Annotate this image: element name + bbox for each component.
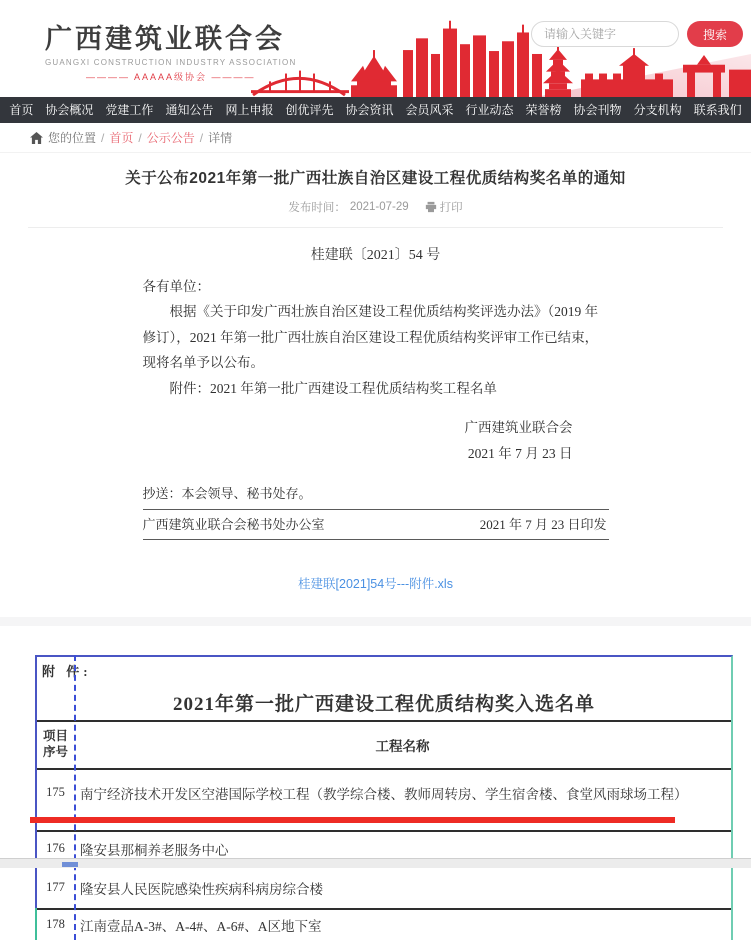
row-project-name: 南宁经济技术开发区空港国际学校工程（教学综合楼、教师周转房、学生宿舍楼、食堂风雨球场工程） bbox=[80, 787, 688, 803]
breadcrumb-separator: / bbox=[101, 130, 105, 145]
nav-item-party[interactable]: 党建工作 bbox=[105, 103, 154, 117]
sheet-scrollbar[interactable] bbox=[0, 858, 751, 868]
row-no: 176 bbox=[46, 840, 65, 855]
nav-item-excellence[interactable]: 创优评先 bbox=[285, 103, 334, 117]
logo-tagline: ———— AAAAA级协会 ———— bbox=[85, 72, 256, 82]
attachment-area bbox=[0, 574, 751, 593]
sheet-header-row bbox=[37, 722, 731, 770]
logo bbox=[45, 17, 296, 83]
nav-item-branches[interactable]: 分支机构 bbox=[633, 103, 682, 117]
row-no: 177 bbox=[46, 879, 65, 894]
column-header-no: 项目序号 bbox=[42, 729, 68, 760]
breadcrumb-notices-link[interactable]: 公示公告 bbox=[146, 131, 195, 145]
logo-title: 广西建筑业联合会 bbox=[45, 24, 285, 54]
print-button[interactable] bbox=[425, 199, 463, 215]
search-input[interactable] bbox=[531, 21, 679, 47]
document-body bbox=[143, 274, 609, 540]
signature-block bbox=[143, 415, 609, 466]
nav-item-members[interactable]: 会员风采 bbox=[405, 103, 454, 117]
breadcrumb-home-link[interactable]: 首页 bbox=[109, 131, 134, 145]
search-button[interactable]: 搜索 bbox=[687, 21, 743, 47]
signer: 广西建筑业联合会 bbox=[464, 419, 573, 435]
search-bar bbox=[531, 21, 743, 47]
article-meta bbox=[0, 199, 751, 215]
table-row-177 bbox=[37, 867, 731, 910]
attachment-link[interactable]: 桂建联[2021]54号---附件.xls bbox=[298, 577, 453, 592]
row-no: 178 bbox=[46, 917, 65, 932]
sheet-label-row bbox=[37, 657, 731, 684]
breadcrumb bbox=[0, 123, 751, 153]
scrollbar-handle[interactable] bbox=[62, 862, 78, 867]
paragraph: 附件：2021 年第一批广西建设工程优质结构奖工程名单 bbox=[169, 380, 497, 396]
column-header-name: 工程名称 bbox=[375, 739, 430, 755]
nav-item-online-apply[interactable]: 网上申报 bbox=[225, 103, 274, 117]
nav-item-publications[interactable]: 协会刊物 bbox=[573, 103, 622, 117]
breadcrumb-separator: / bbox=[138, 130, 142, 145]
nav-item-notices[interactable]: 通知公告 bbox=[165, 103, 214, 117]
logo-subtitle: GUANGXI CONSTRUCTION INDUSTRY ASSOCIATION bbox=[45, 58, 297, 67]
table-row-178 bbox=[37, 910, 731, 940]
row-project-name: 江南壹品A-3#、A-4#、A-6#、A区地下室 bbox=[80, 919, 322, 935]
selection-edge bbox=[35, 908, 37, 940]
table-row-175 bbox=[37, 770, 731, 832]
attachment-table bbox=[35, 655, 733, 940]
divider bbox=[28, 227, 723, 228]
print-label: 打印 bbox=[439, 202, 463, 214]
cc-block bbox=[143, 482, 609, 540]
section-divider-band bbox=[0, 617, 751, 626]
sheet-title: 2021年第一批广西建设工程优质结构奖入选名单 bbox=[37, 684, 731, 722]
sheet-label: 附 件: bbox=[42, 664, 92, 680]
breadcrumb-prefix: 您的位置 bbox=[48, 131, 97, 145]
cc-line: 抄送：本会领导、秘书处存。 bbox=[143, 482, 609, 509]
printer-icon bbox=[425, 201, 437, 213]
site-header bbox=[0, 0, 751, 97]
row-no: 175 bbox=[46, 785, 65, 800]
home-icon bbox=[30, 132, 43, 144]
red-highlight-line bbox=[30, 817, 675, 823]
nav-item-industry[interactable]: 行业动态 bbox=[465, 103, 514, 117]
nav-item-about[interactable]: 协会概况 bbox=[45, 103, 94, 117]
paragraph: 根据《关于印发广西壮族自治区建设工程优质结构奖评选办法》（2019 年修订），2021 年第一批广西壮族自治区建设工程优质结构奖评审工作已结束，现将名单予以公布。 bbox=[142, 304, 599, 371]
attachment-preview bbox=[0, 655, 751, 940]
doc-number: 桂建联〔2021〕54 号 bbox=[310, 248, 441, 263]
sign-date: 2021 年 7 月 23 日 bbox=[467, 445, 573, 461]
row-project-name: 隆安县人民医院感染性疾病科病房综合楼 bbox=[80, 881, 323, 897]
nav-item-honors[interactable]: 荣誉榜 bbox=[525, 103, 562, 117]
nav-item-news[interactable]: 协会资讯 bbox=[345, 103, 394, 117]
issuer: 广西建筑业联合会秘书处办公室 bbox=[142, 516, 325, 532]
nav-item-contact[interactable]: 联系我们 bbox=[693, 103, 742, 117]
main-nav bbox=[0, 97, 751, 123]
row-project-name: 隆安县那桐养老服务中心 bbox=[80, 842, 229, 858]
article bbox=[0, 153, 751, 593]
page-title: 关于公布2021年第一批广西壮族自治区建设工程优质结构奖名单的通知 bbox=[125, 170, 626, 187]
issue-date: 2021 年 7 月 23 日印发 bbox=[479, 516, 607, 532]
breadcrumb-current: 详情 bbox=[208, 131, 233, 145]
nav-item-home[interactable]: 首页 bbox=[9, 103, 34, 117]
breadcrumb-separator: / bbox=[199, 130, 204, 145]
publish-date: 2021-07-29 bbox=[349, 201, 409, 213]
salutation: 各有单位： bbox=[142, 279, 210, 294]
publish-time-label: 发布时间： bbox=[288, 202, 346, 214]
issuer-line bbox=[143, 510, 609, 540]
